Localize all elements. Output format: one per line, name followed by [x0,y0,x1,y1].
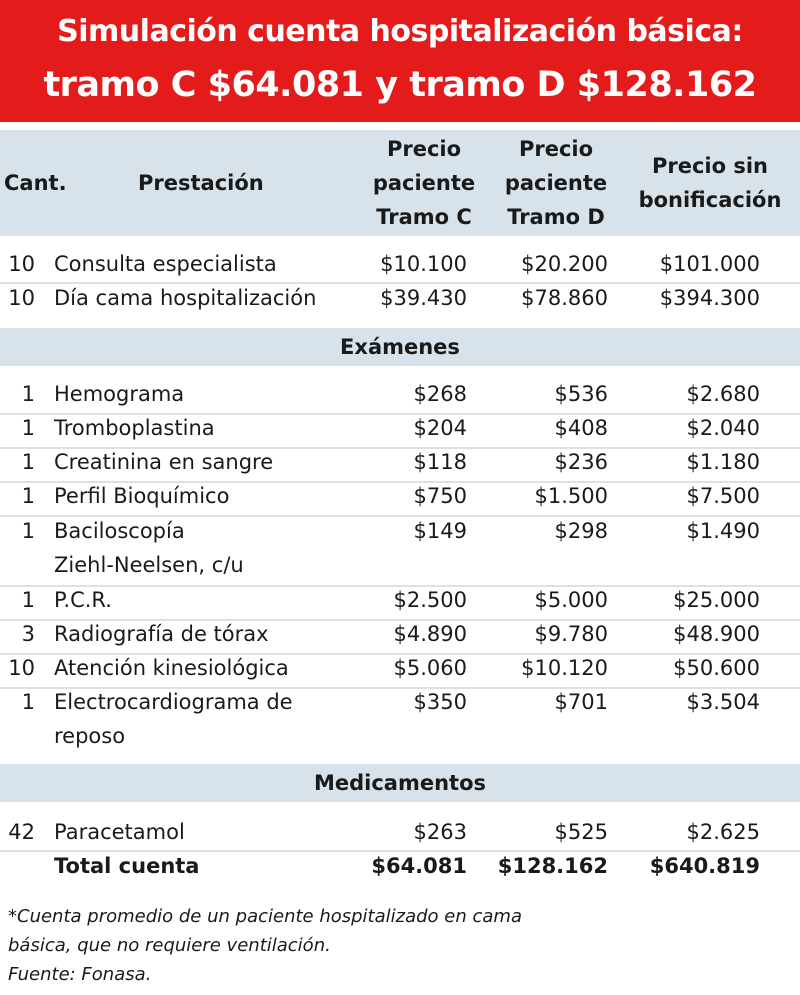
cell-cant: 3 [21,622,35,646]
cell-prestacion: Día cama hospitalización [54,286,317,310]
cell-cant: 1 [21,519,35,543]
cell-tramo-d: $525 [554,820,608,844]
cell-sin-bonificacion: $1.180 [686,450,760,474]
cell-prestacion: P.C.R. [54,588,112,612]
cell-prestacion: Hemograma [54,382,185,406]
cell-cant: 10 [8,286,35,310]
cell-sin-bonificacion: $2.040 [686,416,760,440]
header-cant: Cant. [4,171,67,195]
total-label: Total cuenta [54,854,200,878]
cell-cant: 10 [8,252,35,276]
header-tramo-c [360,132,488,234]
cell-prestacion: Consulta especialista [54,252,277,276]
header-tramo-d-line3: Tramo D [507,205,605,229]
cell-tramo-d: $298 [554,519,608,543]
header-tramo-c-line1: Precio [386,137,462,161]
header-tramo-d-line2: paciente [504,171,608,195]
cell-tramo-c: $750 [413,484,467,508]
cell-prestacion-line2: Ziehl-Neelsen, c/u [54,553,244,577]
cell-tramo-c: $149 [413,519,467,543]
cell-sin-bonificacion: $3.504 [686,690,760,714]
cell-cant: 1 [21,484,35,508]
cell-sin-bonificacion: $7.500 [686,484,760,508]
cell-prestacion: Atención kinesiológica [54,656,289,680]
cell-cant: 1 [21,690,35,714]
cell-tramo-d: $78.860 [521,286,608,310]
cell-sin-bonificacion: $25.000 [673,588,760,612]
header-tramo-c-line2: paciente [372,171,476,195]
section-header-medicamentos: Medicamentos [0,764,800,802]
cell-sin-bonificacion: $50.600 [673,656,760,680]
cell-cant: 1 [21,450,35,474]
table-header [0,130,800,236]
cell-cant: 1 [21,382,35,406]
cell-tramo-d: $408 [554,416,608,440]
cell-sin-bonificacion: $101.000 [659,252,760,276]
footnote-line-1: *Cuenta promedio de un paciente hospitalizado en cama [8,906,522,927]
cell-tramo-d: $701 [554,690,608,714]
cell-sin-bonificacion: $2.625 [686,820,760,844]
header-prestacion: Prestación [138,171,264,195]
title-line-1: Simulación cuenta hospitalización básica: [57,14,743,49]
cell-tramo-c: $204 [413,416,467,440]
cell-cant: 10 [8,656,35,680]
cell-tramo-c: $4.890 [393,622,467,646]
cell-tramo-d: $1.500 [534,484,608,508]
cell-tramo-c: $118 [413,450,467,474]
cell-prestacion: Perfil Bioquímico [54,484,230,508]
cell-prestacion: Tromboplastina [54,416,215,440]
cell-tramo-c: $2.500 [393,588,467,612]
header-tramo-d [492,132,620,234]
cell-tramo-d: $9.780 [534,622,608,646]
header-sin-line2: bonificación [638,188,782,212]
section-header-examenes: Exámenes [0,328,800,366]
footnote-source: Fuente: Fonasa. [8,964,152,985]
cell-tramo-c: $268 [413,382,467,406]
footnote [8,902,522,989]
footnote-line-2: básica, que no requiere ventilación. [8,935,331,956]
cell-cant: 1 [21,588,35,612]
cell-prestacion: Paracetamol [54,820,185,844]
cell-tramo-d: $536 [554,382,608,406]
cell-prestacion: Baciloscopía [54,519,185,543]
cell-tramo-d: $236 [554,450,608,474]
cell-tramo-c: $39.430 [380,286,467,310]
title-banner [0,0,800,122]
cell-sin-bonificacion: $394.300 [659,286,760,310]
cell-prestacion-line2: reposo [54,724,126,748]
total-sin-bonificacion: $640.819 [649,854,760,878]
cell-sin-bonificacion: $2.680 [686,382,760,406]
cell-cant: 1 [21,416,35,440]
header-tramo-c-line3: Tramo C [376,205,472,229]
cell-tramo-d: $5.000 [534,588,608,612]
cell-cant: 42 [8,820,35,844]
title-line-2: tramo C $64.081 y tramo D $128.162 [43,65,757,105]
total-tramo-c: $64.081 [371,854,467,878]
cell-tramo-d: $20.200 [521,252,608,276]
cell-tramo-c: $350 [413,690,467,714]
cell-sin-bonificacion: $1.490 [686,519,760,543]
header-sin-bonificacion [622,149,798,217]
cell-tramo-c: $263 [413,820,467,844]
cell-tramo-c: $5.060 [393,656,467,680]
cell-prestacion: Creatinina en sangre [54,450,274,474]
total-tramo-d: $128.162 [497,854,608,878]
header-tramo-d-line1: Precio [518,137,594,161]
cell-tramo-c: $10.100 [380,252,467,276]
cell-tramo-d: $10.120 [521,656,608,680]
cell-prestacion: Electrocardiograma de [54,690,293,714]
header-sin-line1: Precio sin [651,154,769,178]
cell-prestacion: Radiografía de tórax [54,622,269,646]
cell-sin-bonificacion: $48.900 [673,622,760,646]
